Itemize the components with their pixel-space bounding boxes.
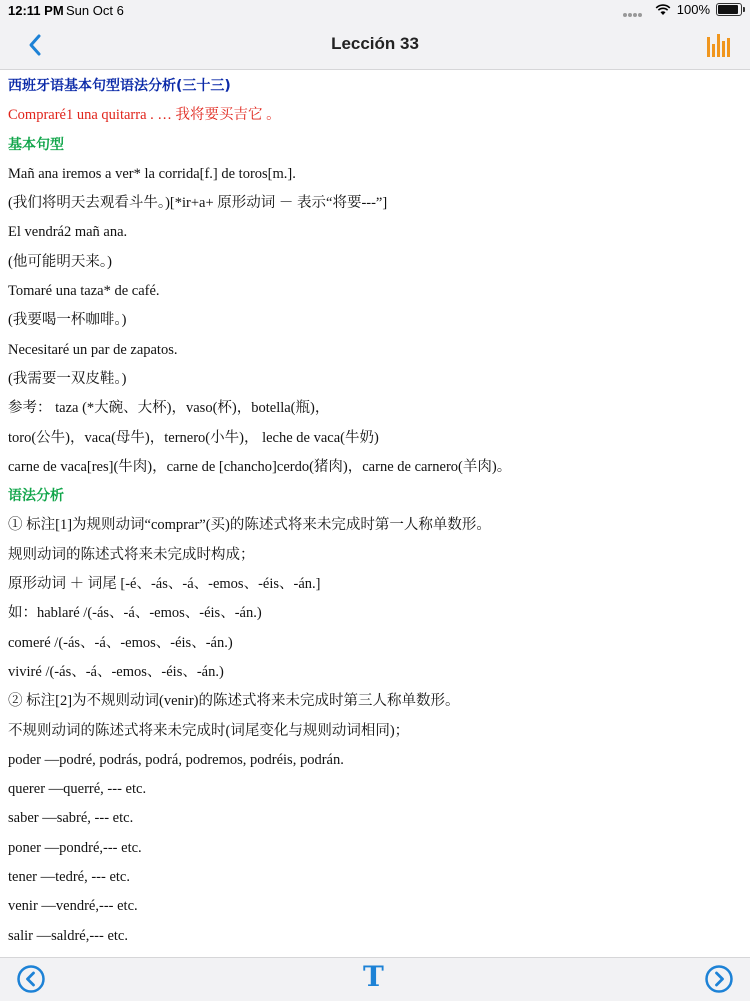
lesson-line: 原形动词 ＋ 词尾 [-é、-ás、-á、-emos、-éis、-án.] (8, 576, 321, 593)
lesson-line: (他可能明天来。) (8, 253, 112, 270)
status-bar (0, 0, 750, 22)
lesson-line: Tomaré una taza* de café. (8, 283, 160, 300)
battery-icon (716, 3, 742, 16)
lesson-line: poner —pondré,--- etc. (8, 839, 142, 856)
lesson-line: venir —vendré,--- etc. (8, 898, 138, 915)
signal-icon (623, 7, 649, 15)
bar-chart-icon[interactable] (706, 31, 732, 59)
battery-percent: 100% (676, 2, 710, 17)
lesson-line: tener —tedré, --- etc. (8, 869, 130, 886)
lesson-content (8, 72, 743, 951)
lesson-line: salir —saldré,--- etc. (8, 927, 128, 944)
lesson-line: viviré /(-ás、-á、-emos、-éis、-án.) (8, 663, 224, 680)
lesson-line: querer —querré, --- etc. (8, 781, 147, 798)
navigation-bar (0, 22, 750, 70)
lesson-line: (我要喝一杯咖啡。) (8, 312, 127, 329)
lesson-line: saber —sabré, --- etc. (8, 810, 134, 827)
lesson-line: 规则动词的陈述式将来未完成时构成； (8, 546, 255, 563)
status-time: 12:11 PM (8, 3, 64, 18)
lesson-line: 不规则动词的陈述式将来未完成时(词尾变化与规则动词相同)； (8, 722, 410, 739)
text-size-button[interactable]: T (363, 960, 384, 993)
status-date: Sun Oct 6 (66, 3, 124, 18)
lesson-line: comeré /(-ás、-á、-emos、-éis、-án.) (8, 634, 233, 651)
bottom-toolbar (0, 957, 750, 1001)
circle-chevron-right-icon[interactable] (704, 964, 734, 994)
lesson-line: 参考： taza (*大碗、大杯)，vaso(杯)，botella(瓶)， (8, 400, 330, 417)
lesson-line: El vendrá2 mañ ana. (8, 224, 128, 241)
lesson-line: ② 标注[2]为不规则动词(venir)的陈述式将来未完成时第三人称单数形。 (8, 693, 460, 710)
lesson-line: Mañ ana iremos a ver* la corrida[f.] de toros[m.]. (8, 165, 296, 182)
lesson-line: 如：hablaré /(-ás、-á、-emos、-éis、-án.) (8, 605, 262, 622)
lesson-title: 西班牙语基本句型语法分析(三十三) (8, 78, 231, 94)
lesson-line: ① 标注[1]为规则动词“comprar”(买)的陈述式将来未完成时第一人称单数形。 (8, 517, 491, 534)
lesson-line: toro(公牛)，vaca(母牛)，ternero(小牛)， leche de vaca(牛奶) (8, 429, 379, 446)
section-heading: 基本句型 (8, 136, 64, 153)
lesson-line: carne de vaca[res](牛肉)，carne de [chancho]cerdo(猪肉)，carne de carnero(羊肉)。 (8, 458, 512, 475)
battery-fill (718, 5, 738, 14)
page-title: Lección 33 (331, 34, 419, 53)
section-heading: 语法分析 (8, 488, 64, 505)
lesson-line: Necesitaré un par de zapatos. (8, 341, 178, 358)
circle-chevron-left-icon[interactable] (16, 964, 46, 994)
lesson-line: (我们将明天去观看斗牛。)[*ir+a+ 原形动词 － 表示“将要---”] (8, 195, 388, 212)
lesson-line: Compraré1 una quitarra . … 我将要买吉它 。 (8, 107, 281, 124)
lesson-line: (我需要一双皮鞋。) (8, 370, 127, 387)
lesson-line: poder —podré, podrás, podrá, podremos, podréis, podrán. (8, 751, 344, 768)
status-right (623, 2, 742, 17)
wifi-icon (655, 4, 671, 16)
